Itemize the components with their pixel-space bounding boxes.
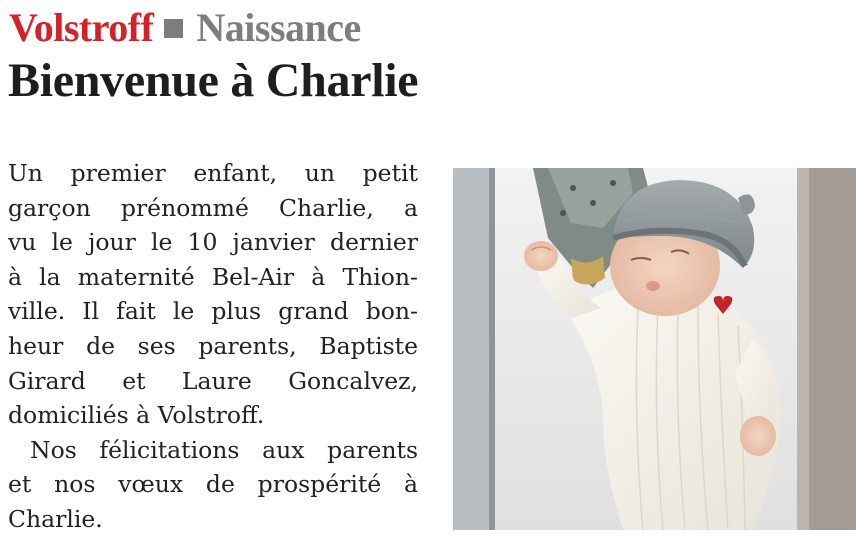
body-line: garçon prénommé Charlie, a	[8, 193, 418, 222]
body-line: Un premier enfant, un petit	[8, 159, 418, 187]
body-line: ville. Il fait le plus grand bon-	[8, 297, 418, 326]
body-line: Nos félicitations aux parents	[30, 435, 418, 464]
body-line: et nos vœux de prospérité à	[8, 470, 418, 499]
article-photo	[453, 168, 856, 530]
kicker-place: Volstroff	[9, 5, 154, 50]
separator-square-icon	[164, 19, 183, 38]
crib-side-left	[453, 168, 491, 530]
baby-fist	[524, 241, 558, 271]
kicker-rubric: Naissance	[196, 5, 361, 50]
article-body	[8, 156, 418, 537]
section-kicker	[9, 5, 361, 51]
body-line: Girard et Laure Goncalvez,	[8, 366, 418, 395]
baby-hand	[740, 416, 776, 456]
article-headline: Bienvenue à Charlie	[8, 54, 419, 107]
crib-side-right	[806, 168, 856, 530]
body-line: heur de ses parents, Baptiste	[8, 331, 418, 360]
body-line: domiciliés à Volstroff.	[8, 401, 265, 430]
body-line: vu le jour le 10 janvier dernier	[8, 228, 418, 257]
body-line: Charlie.	[8, 504, 103, 533]
body-line: à la maternité Bel-Air à Thion-	[8, 262, 418, 291]
baby-photo-illustration	[453, 168, 856, 530]
